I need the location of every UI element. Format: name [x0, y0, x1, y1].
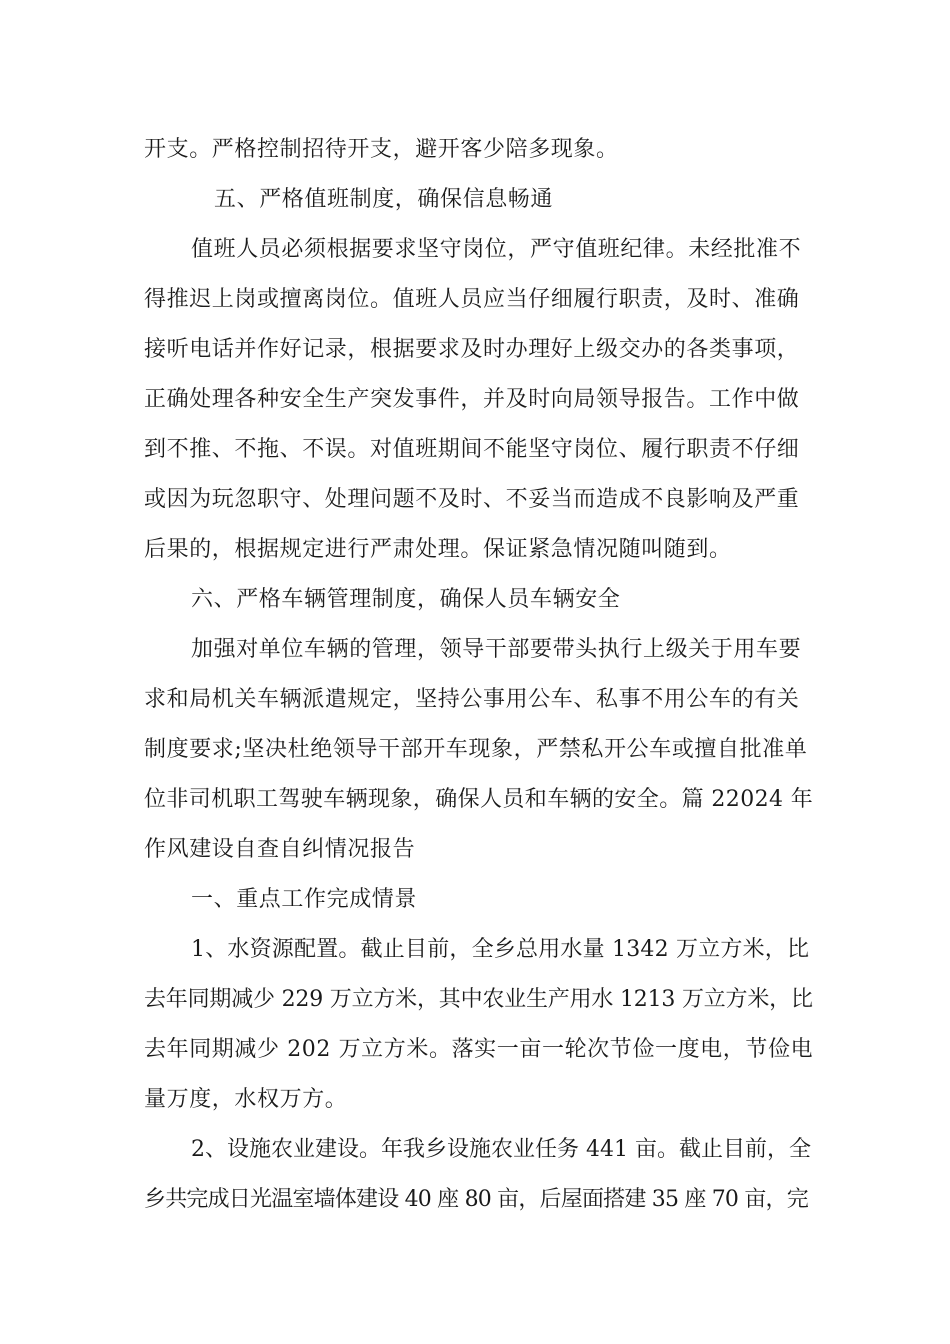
- report-title-line: 作风建设自查自纠情况报告: [144, 837, 416, 862]
- text-line: 去年同期减少 202 万立方米。落实一亩一轮次节俭一度电，节俭电: [144, 1037, 814, 1062]
- text-line: 加强对单位车辆的管理，领导干部要带头执行上级关于用车要: [191, 637, 802, 662]
- text-line: 后果的，根据规定进行严肃处理。保证紧急情况随叫随到。: [144, 537, 732, 562]
- text-line: 制度要求;坚决杜绝领导干部开车现象，严禁私开公车或擅自批准单: [144, 737, 808, 762]
- text-line: 去年同期减少 229 万立方米，其中农业生产用水 1213 万立方米，比: [144, 987, 813, 1012]
- text-line: 求和局机关车辆派遣规定，坚持公事用公车、私事不用公车的有关: [144, 687, 800, 712]
- text-line: 接听电话并作好记录，根据要求及时办理好上级交办的各类事项，: [144, 337, 800, 362]
- text-line: 得推迟上岗或擅离岗位。值班人员应当仔细履行职责，及时、准确: [144, 287, 800, 312]
- text-line: 乡共完成日光温室墙体建设 40 座 80 亩，后屋面搭建 35 座 70 亩，完: [144, 1187, 808, 1212]
- text-line: 量万度，水权万方。: [144, 1087, 348, 1112]
- text-line: 或因为玩忽职守、处理问题不及时、不妥当而造成不良影响及严重: [144, 487, 800, 512]
- text-line: 到不推、不拖、不误。对值班期间不能坚守岗位、履行职责不仔细: [144, 437, 800, 462]
- text-line: 2、设施农业建设。年我乡设施农业任务 441 亩。截止目前，全: [191, 1137, 811, 1162]
- text-line: 位非司机职工驾驶车辆现象，确保人员和车辆的安全。篇 22024 年: [144, 787, 814, 812]
- text-line: 1、水资源配置。截止目前，全乡总用水量 1342 万立方米，比: [191, 937, 810, 962]
- section-heading-1: 一、重点工作完成情景: [191, 887, 418, 912]
- text-line: 开支。严格控制招待开支，避开客少陪多现象。: [144, 137, 619, 162]
- section-heading-6: 六、严格车辆管理制度，确保人员车辆安全: [191, 587, 621, 612]
- text-line: 值班人员必须根据要求坚守岗位，严守值班纪律。未经批准不: [191, 237, 802, 262]
- section-heading-5: 五、严格值班制度，确保信息畅通: [214, 187, 554, 212]
- text-line: 正确处理各种安全生产突发事件，并及时向局领导报告。工作中做: [144, 387, 800, 412]
